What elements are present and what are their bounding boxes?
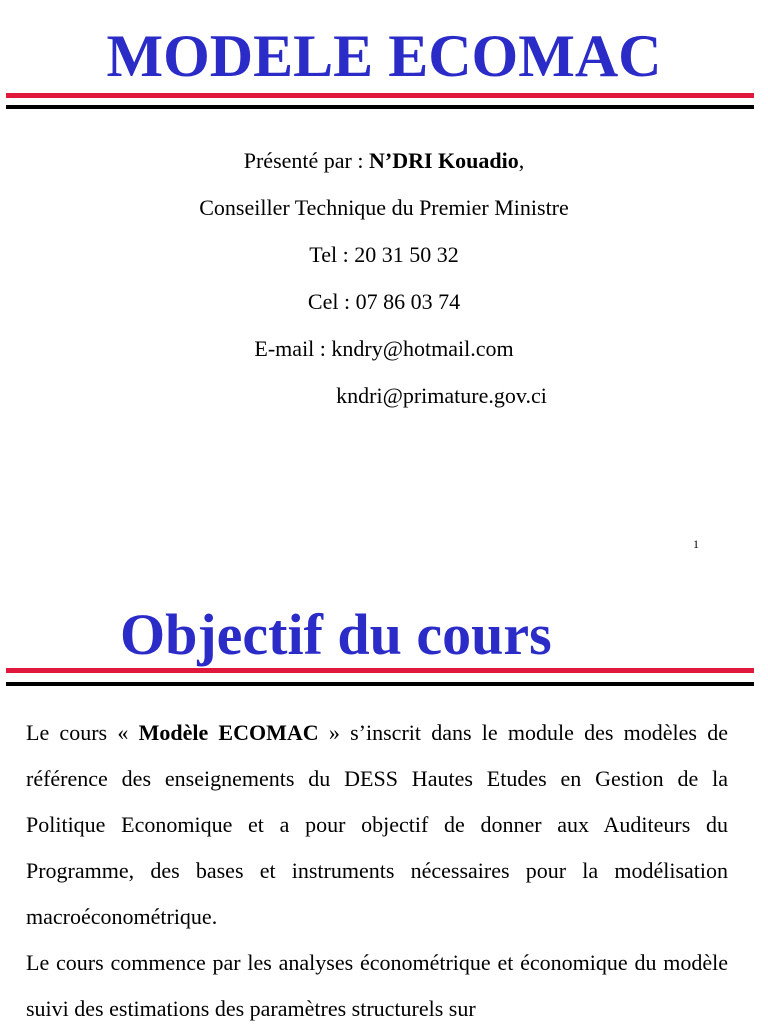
presenter-suffix: , — [518, 148, 525, 173]
objective-text — [26, 710, 728, 1024]
presenter-cel: Cel : 07 86 03 74 — [307, 289, 461, 314]
slide-2 — [0, 578, 768, 1024]
paragraph-1-start: Le cours « — [26, 720, 139, 745]
page-number: 1 — [693, 537, 699, 551]
presented-by-line — [0, 137, 768, 184]
slide-1-title: MODELE ECOMAC — [106, 23, 662, 89]
presenter-block — [0, 137, 768, 419]
title-rule-red — [6, 93, 754, 98]
paragraph-2: Le cours commence par les analyses économétrique et économique du modèle suivi des estimations des paramètres structurels sur — [26, 950, 728, 1021]
paragraph-1 — [26, 710, 728, 940]
paragraph-1-rest: » s’inscrit dans le module des modèles de référence des enseignements du DESS Hautes Etudes en Gestion de la Politique Economique et a pour objectif de donner aux Auditeurs du Programme, des bases et instruments nécessaires pour la modélisation macroéconométrique. — [26, 720, 728, 929]
title-rule-black — [6, 105, 754, 109]
presenter-role: Conseiller Technique du Premier Ministre — [199, 195, 569, 220]
slide-2-title: Objectif du cours — [120, 602, 552, 667]
presenter-name: N’DRI Kouadio — [368, 148, 519, 173]
course-name: Modèle ECOMAC — [138, 720, 319, 745]
presented-by-label: Présenté par : — [243, 148, 369, 173]
title-rule-red — [6, 668, 754, 673]
presenter-tel: Tel : 20 31 50 32 — [309, 242, 459, 267]
presenter-email: E-mail : kndry@hotmail.com — [254, 336, 514, 361]
title-rule-black — [6, 682, 754, 686]
presenter-email-secondary: kndri@primature.gov.ci — [336, 383, 547, 408]
